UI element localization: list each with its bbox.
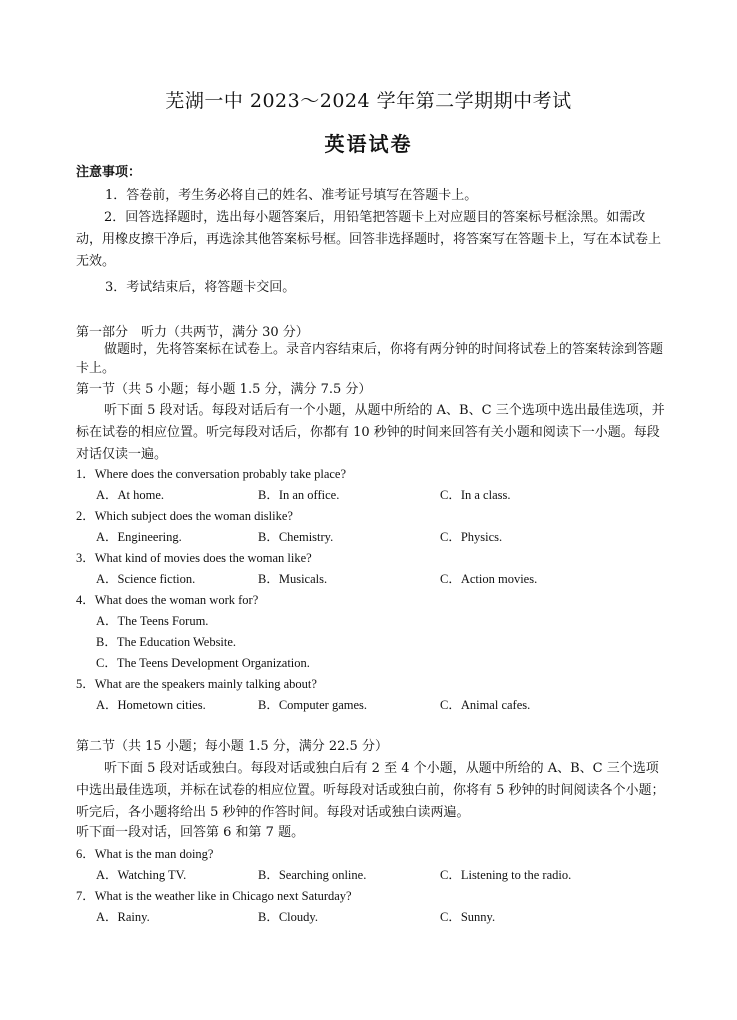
- section1-intro: 听下面 5 段对话。每段对话后有一个小题，从题中所给的 A、B、C 三个选项中选出最佳选项，并标在试卷的相应位置。听完每段对话后，你都有 10 秒钟的时间来回答有关小题和阅读下一小题。每段对话仅读一遍。: [76, 403, 665, 462]
- question-6-option-c: C．Listening to the radio.: [440, 868, 572, 882]
- question-2: 2．Which subject does the woman dislike?: [76, 509, 293, 523]
- notes-item-1: 1．答卷前，考生务必将自己的姓名、准考证号填写在答题卡上。: [105, 188, 478, 203]
- question-2-option-a: A．Engineering.: [96, 530, 182, 544]
- exam-title: 芜湖一中 2023～2024 学年第二学期期中考试: [165, 90, 572, 112]
- question-5: 5．What are the speakers mainly talking about?: [76, 677, 317, 691]
- question-4-option-a: A．The Teens Forum.: [96, 614, 209, 628]
- part1-heading: 第一部分 听力（共两节，满分 30 分）: [76, 325, 309, 340]
- question-1: 1．Where does the conversation probably take place?: [76, 467, 347, 481]
- question-1-option-c: C．In a class.: [440, 488, 511, 502]
- question-2-option-b: B．Chemistry.: [258, 530, 334, 544]
- question-6-option-a: A．Watching TV.: [96, 868, 187, 882]
- question-5-option-b: B．Computer games.: [258, 698, 368, 712]
- notes-heading: 注意事项：: [76, 165, 142, 180]
- question-5-option-a: A．Hometown cities.: [96, 698, 206, 712]
- question-7-option-a: A．Rainy.: [96, 910, 150, 924]
- section2-intro: 听下面 5 段对话或独白。每段对话或独白后有 2 至 4 个小题，从题中所给的 A、B、C 三个选项中选出最佳选项，并标在试卷的相应位置。听每段对话或独白前，你将有 5 秒钟的时间阅读各个小题；听完后，各小题将给出 5 秒钟的作答时间。每段对话或独白读两遍。: [76, 761, 665, 820]
- question-4-option-c: C．The Teens Development Organization.: [96, 656, 310, 670]
- section2-subheading: 听下面一段对话，回答第 6 和第 7 题。: [76, 825, 305, 840]
- question-6-option-b: B．Searching online.: [258, 868, 367, 882]
- section1-heading: 第一节（共 5 小题；每小题 1.5 分，满分 7.5 分）: [76, 382, 372, 397]
- question-6: 6．What is the man doing?: [76, 847, 214, 861]
- section2-heading: 第二节（共 15 小题；每小题 1.5 分，满分 22.5 分）: [76, 739, 388, 754]
- part1-intro: 做题时，先将答案标在试卷上。录音内容结束后，你将有两分钟的时间将试卷上的答案转涂到答题卡上。: [76, 342, 664, 376]
- question-7: 7．What is the weather like in Chicago next Saturday?: [76, 889, 352, 903]
- question-3: 3．What kind of movies does the woman like?: [76, 551, 312, 565]
- question-7-option-c: C．Sunny.: [440, 910, 496, 924]
- question-1-option-b: B．In an office.: [258, 488, 340, 502]
- notes-item-3: 3．考试结束后，将答题卡交回。: [105, 280, 296, 295]
- notes-item-2: 2．回答选择题时，选出每小题答案后，用铅笔把答题卡上对应题目的答案标号框涂黑。如需改动，用橡皮擦干净后，再选涂其他答案标号框。回答非选择题时，将答案写在答题卡上，写在本试卷上无效。: [76, 210, 662, 269]
- question-5-option-c: C．Animal cafes.: [440, 698, 531, 712]
- question-1-option-a: A．At home.: [96, 488, 165, 502]
- question-3-option-c: C．Action movies.: [440, 572, 538, 586]
- question-3-option-a: A．Science fiction.: [96, 572, 196, 586]
- question-4-option-b: B．The Education Website.: [96, 635, 237, 649]
- exam-subtitle: 英语试卷: [324, 132, 413, 156]
- question-2-option-c: C．Physics.: [440, 530, 503, 544]
- question-3-option-b: B．Musicals.: [258, 572, 328, 586]
- question-4: 4．What does the woman work for?: [76, 593, 259, 607]
- question-7-option-b: B．Cloudy.: [258, 910, 318, 924]
